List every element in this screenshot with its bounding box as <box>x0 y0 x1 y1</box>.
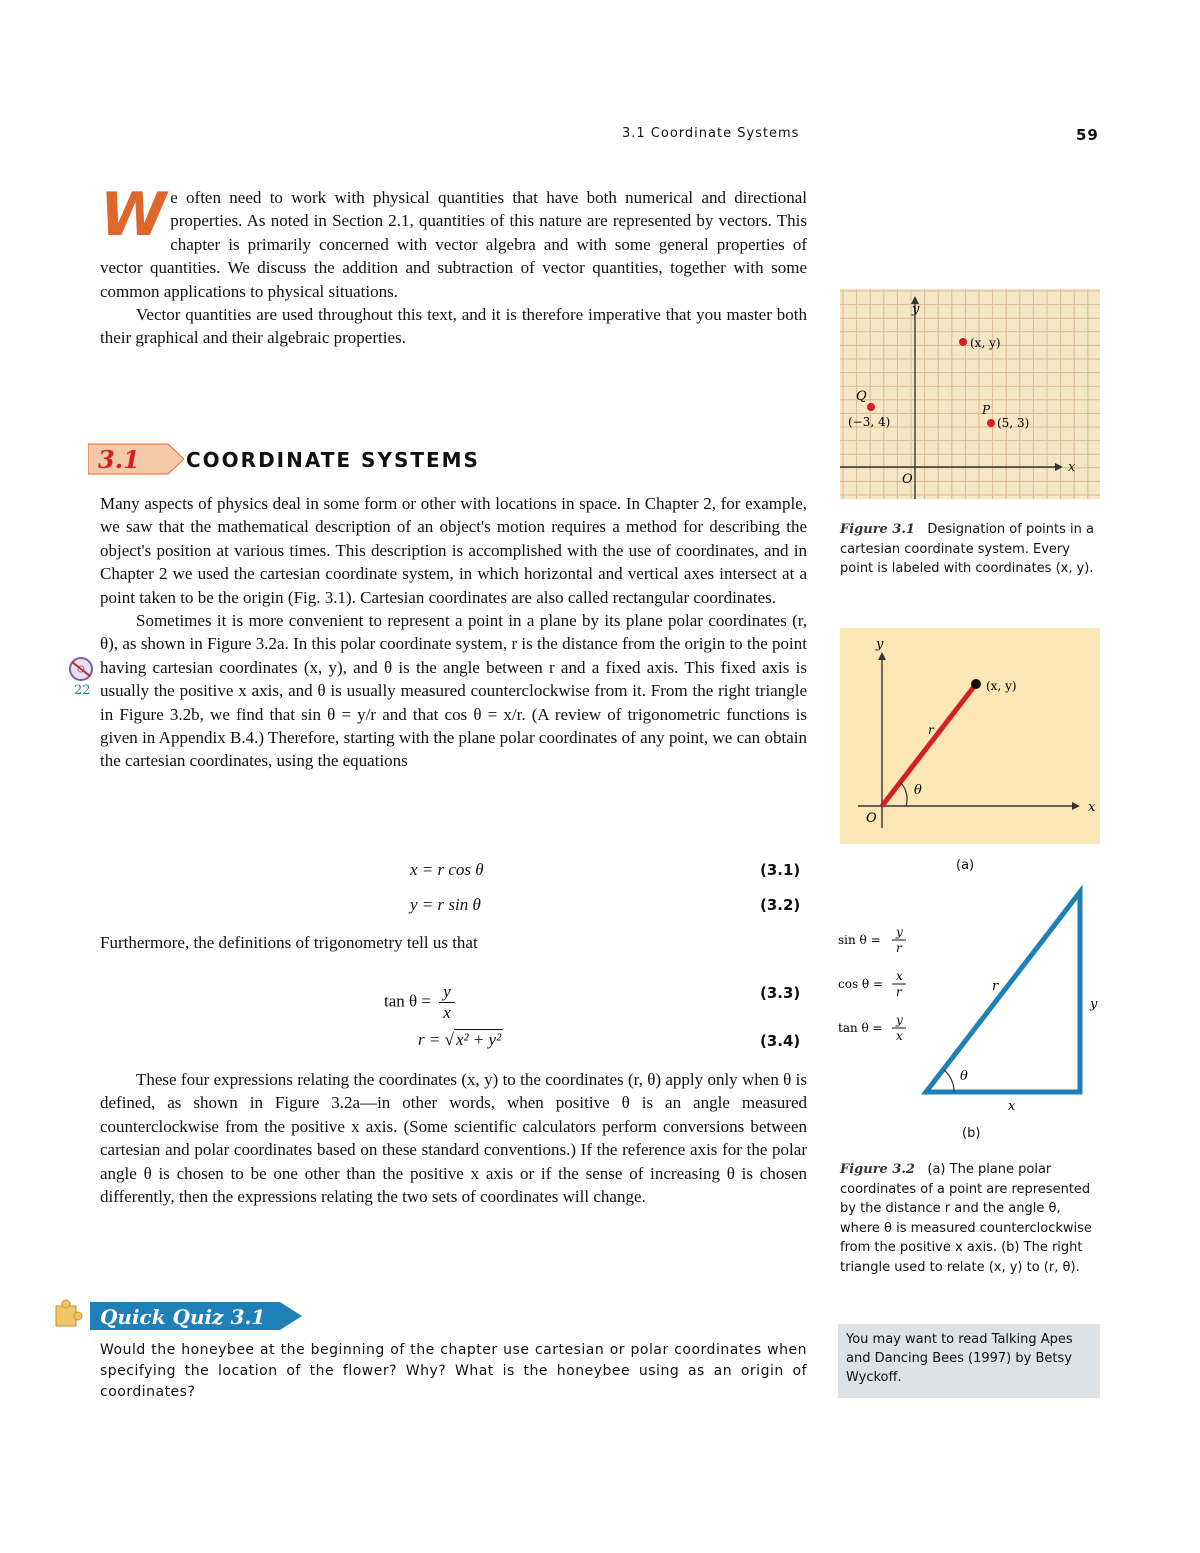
figure-3-1-caption-title: Figure 3.1 <box>840 522 915 537</box>
puzzle-icon <box>56 1300 82 1326</box>
fig32b-sin-label: sin θ = <box>838 933 881 947</box>
fig32b-cos-den: r <box>896 985 902 999</box>
fig31-x-label: x <box>1068 460 1076 475</box>
figure-3-2-caption-title: Figure 3.2 <box>840 1162 915 1177</box>
figure-3-2b <box>834 880 1100 1120</box>
section-badge <box>88 442 184 476</box>
margin-icon-number: 22 <box>74 683 91 696</box>
cd-rom-icon <box>64 656 98 696</box>
fig32b-r-label: r <box>992 979 999 994</box>
equation-3-4: r = √ x² + y² <box>418 1030 502 1049</box>
body-paragraph-3: Furthermore, the definitions of trigonometry tell us that <box>100 933 478 952</box>
running-header: 3.1 Coordinate Systems <box>622 126 800 141</box>
fig31-p-coords: (5, 3) <box>997 416 1030 430</box>
equation-3-4-radicand: x² + y² <box>455 1030 502 1049</box>
fig31-point-xy-label: (x, y) <box>970 336 1001 350</box>
fig31-q-label: Q <box>856 389 867 404</box>
figure-3-1 <box>840 289 1100 499</box>
fig32a-r-label: r <box>928 723 934 737</box>
equation-number-3-3: (3.3) <box>760 984 801 1002</box>
fig32a-theta-label: θ <box>914 783 922 798</box>
equation-number-3-4: (3.4) <box>760 1032 801 1050</box>
page-number: 59 <box>1076 126 1099 144</box>
fig31-origin-label: O <box>902 472 913 487</box>
drop-cap: W <box>100 180 167 250</box>
figure-3-2-caption-text: (a) The plane polar coordinates of a point are represented by the distance r and the angle θ, where θ is measured counterclockwise from the positive x axis. (b) The right triangle used to relate (x, y) to (r, θ). <box>840 1162 1092 1275</box>
fig32a-point-label: (x, y) <box>986 679 1017 693</box>
fig32b-tan-label: tan θ = <box>838 1021 883 1035</box>
fig32a-x-label: x <box>1088 800 1096 815</box>
body-paragraph-4-text: These four expressions relating the coordinates (x, y) to the coordinates (r, θ) apply only when θ is defined, as shown in Figure 3.2a—in other words, when positive θ is an angle measured counterclockwise from the positive x axis. (Some scientific calculators perform conversions between cartesian and polar coordinates based on these standard conventions.) If the reference axis for the polar angle θ is chosen to be one other than the positive x axis or if the sense of increasing θ is chosen differently, then the expressions relating the two sets of coordinates will change. <box>100 1070 807 1207</box>
fig32b-tan-den: x <box>896 1029 903 1043</box>
fig32b-y-label: y <box>1090 997 1098 1012</box>
equation-3-2: y = r sin θ <box>410 895 481 914</box>
body-text-1 <box>100 492 807 773</box>
fig31-y-label: y <box>912 302 920 317</box>
section-title: COORDINATE SYSTEMS <box>186 448 480 472</box>
fig32a-origin-label: O <box>866 811 877 826</box>
fig32b-tan-num: y <box>896 1013 903 1027</box>
figure-3-1-caption-text: Designation of points in a cartesian coordinate system. Every point is labeled with coordinates (x, y). <box>840 522 1094 576</box>
body-paragraph-2: Sometimes it is more convenient to represent a point in a plane by its plane polar coordinates (r, θ), as shown in Figure 3.2a. In this polar coordinate system, r is the distance from the origin to the point having cartesian coordinates (x, y), and θ is the angle between r and a fixed axis. This fixed axis is usually the positive x axis, and θ is usually measured counterclockwise from it. From the right triangle in Figure 3.2b, we find that sin θ = y/r and that cos θ = x/r. (A review of trigonometric functions is given in Appendix B.4.) Therefore, starting with the plane polar coordinates of any point, we can obtain the cartesian coordinates, using the equations <box>100 611 807 771</box>
fig31-q-coords: (−3, 4) <box>848 415 891 429</box>
equation-3-3-numerator: y <box>439 982 455 1003</box>
equation-3-3-lhs: tan θ = <box>384 991 431 1011</box>
reading-suggestion-box: You may want to read Talking Apes and Dancing Bees (1997) by Betsy Wyckoff. <box>838 1324 1100 1398</box>
equation-number-3-2: (3.2) <box>760 896 801 914</box>
point-q <box>867 403 875 411</box>
figure-3-2a <box>840 628 1100 844</box>
figure-3-2-caption <box>840 1160 1100 1277</box>
fig32b-cos-num: x <box>896 969 903 983</box>
fig32a-y-label: y <box>876 637 884 652</box>
intro-paragraph-1: e often need to work with physical quantities that have both numerical and directional properties. As noted in Section 2.1, quantities of this nature are represented by vectors. This chapter is primarily concerned with vector algebra and with some general properties of vector quantities. We discuss the addition and subtraction of vector quantities, together with some common applications to physical situations. <box>100 188 807 301</box>
intro-text <box>100 180 807 350</box>
point-p <box>987 419 995 427</box>
fig32b-theta-label: θ <box>960 1069 968 1084</box>
body-paragraph-1: Many aspects of physics deal in some form or other with locations in space. In Chapter 2, for example, we saw that the mathematical description of an object's motion requires a method for describing the object's position at various times. This description is accomplished with the use of coordinates, and in Chapter 2 we used the cartesian coordinate system, in which horizontal and vertical axes intersect at a point taken to be the origin (Fig. 3.1). Cartesian coordinates are also called rectangular coordinates. <box>100 494 807 607</box>
quiz-question: Would the honeybee at the beginning of the chapter use cartesian or polar coordinates when specifying the location of the flower? Why? What is the honeybee using as an origin of coordinates? <box>100 1342 807 1400</box>
body-paragraph-4 <box>100 1068 807 1208</box>
fig32b-cos-label: cos θ = <box>838 977 884 991</box>
fig31-p-label: P <box>982 403 991 417</box>
quick-quiz-banner <box>52 1298 304 1334</box>
equation-3-3-fraction <box>439 982 455 1023</box>
fig32b-sin-den: r <box>896 941 902 955</box>
quiz-title: Quick Quiz 3.1 <box>100 1305 266 1329</box>
figure-3-1-caption <box>840 520 1100 579</box>
section-number: 3.1 <box>98 445 140 474</box>
equation-3-4-lhs: r = <box>418 1030 441 1049</box>
figure-3-2a-sublabel: (a) <box>956 858 975 873</box>
equation-number-3-1: (3.1) <box>760 861 801 879</box>
equation-3-3-denominator: x <box>443 1003 451 1022</box>
point-xy <box>959 338 967 346</box>
figure-3-2b-sublabel: (b) <box>962 1126 981 1141</box>
equation-3-3 <box>384 982 455 1023</box>
equation-3-1: x = r cos θ <box>410 860 484 879</box>
fig32b-sin-num: y <box>896 925 903 939</box>
intro-paragraph-2: Vector quantities are used throughout this text, and it is therefore imperative that you master both their graphical and their algebraic properties. <box>100 305 807 348</box>
fig32b-x-label: x <box>1008 1099 1016 1114</box>
